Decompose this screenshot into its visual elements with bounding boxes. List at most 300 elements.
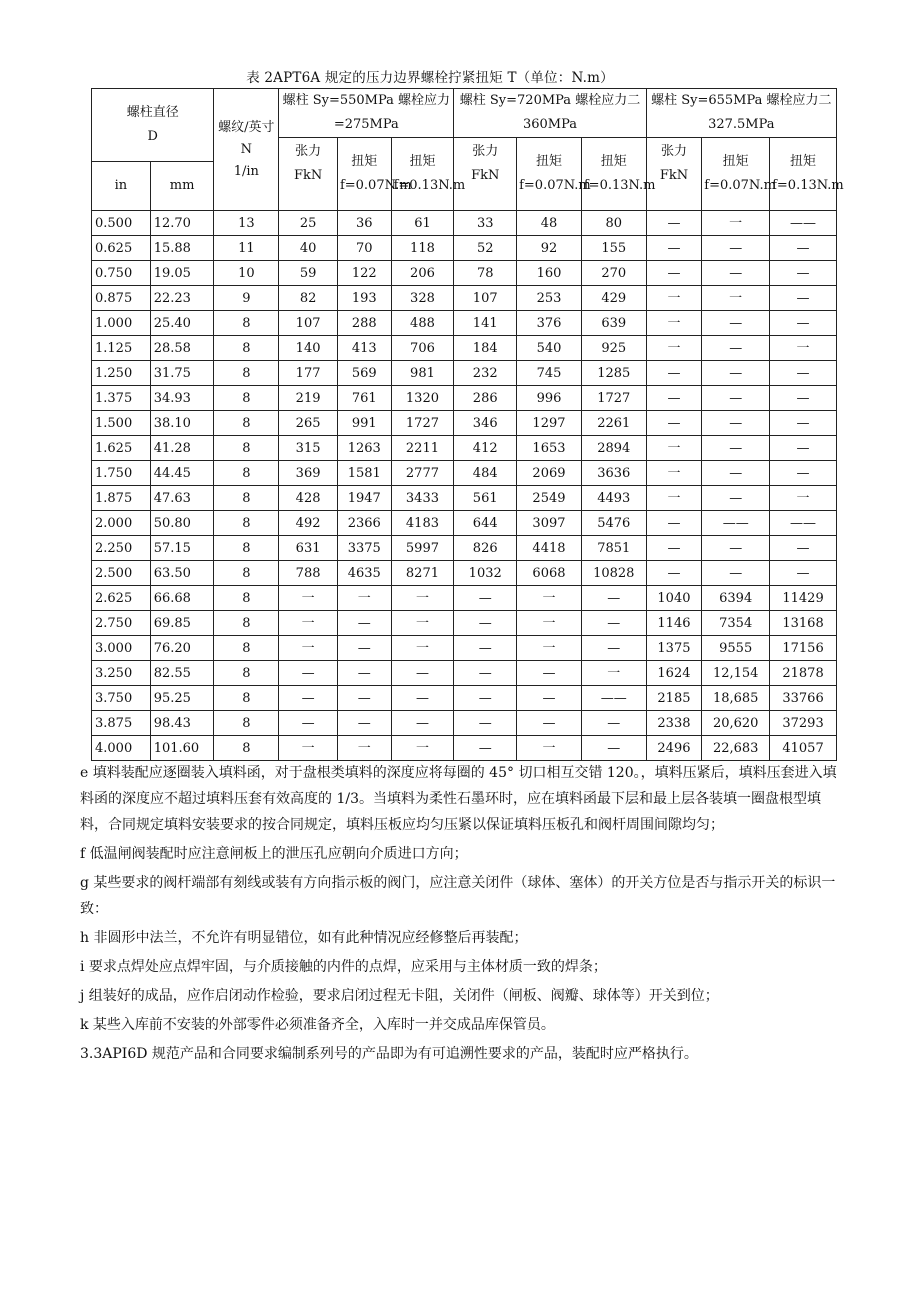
cell-g1-tension: 59 — [279, 261, 338, 286]
cell-g1-tension: 492 — [279, 511, 338, 536]
cell-g2-torque-013: 155 — [581, 236, 646, 261]
table-row — [92, 686, 837, 711]
cell-g2-tension: 346 — [454, 411, 517, 436]
cell-g2-torque-007: 1297 — [517, 411, 582, 436]
cell-g3-tension: 一 — [646, 486, 702, 511]
cell-mm: 76.20 — [150, 636, 214, 661]
cell-g1-tension: 631 — [279, 536, 338, 561]
cell-g1-tension: — — [279, 686, 338, 711]
cell-g1-torque-007: — — [337, 661, 391, 686]
cell-g1-torque-013: 328 — [391, 286, 454, 311]
cell-g1-torque-013: 206 — [391, 261, 454, 286]
cell-g3-torque-013: — — [770, 386, 837, 411]
paragraph: i 要求点焊处应点焊牢固，与介质接触的内件的点焊，应采用与主体材质一致的焊条； — [80, 959, 607, 975]
cell-g1-tension: 107 — [279, 311, 338, 336]
cell-g1-torque-007: — — [337, 636, 391, 661]
cell-in: 4.000 — [92, 736, 151, 761]
table-row — [92, 561, 837, 586]
cell-g1-torque-007: 3375 — [337, 536, 391, 561]
cell-in: 1.500 — [92, 411, 151, 436]
paragraph: e 填料装配应逐圈装入填料函，对于盘根类填料的深度应将每圈的 45° 切口相互交错 120。，填料压紧后，填料压套进入填料函的深度应不超过填料压套有效高度的 1/3。当填料为柔性石墨环时，应在填料函最下层和最上层各装填一圈盘根型填料，合同规定填料安装要求的按合同规定，填料压板应均匀压紧以保证填料压板孔和阀杆周围间隙均匀； — [80, 765, 837, 833]
cell-g1-torque-007: 569 — [337, 361, 391, 386]
header-thread-unit: 1/in — [233, 163, 259, 179]
header-g1-tension: 张力 FkN — [279, 138, 338, 211]
cell-thread: 8 — [214, 736, 279, 761]
cell-g1-tension: 82 — [279, 286, 338, 311]
cell-g1-torque-007: 1581 — [337, 461, 391, 486]
cell-g2-torque-013: 5476 — [581, 511, 646, 536]
cell-thread: 11 — [214, 236, 279, 261]
cell-in: 2.000 — [92, 511, 151, 536]
cell-g1-torque-013: 706 — [391, 336, 454, 361]
table-row — [92, 611, 837, 636]
cell-g3-torque-013: — — [770, 436, 837, 461]
header-g1-torque-013: 扭矩f=0.13N.m — [391, 138, 454, 211]
cell-thread: 8 — [214, 436, 279, 461]
cell-g2-tension: 286 — [454, 386, 517, 411]
cell-g2-tension: — — [454, 611, 517, 636]
table-row — [92, 461, 837, 486]
cell-thread: 8 — [214, 311, 279, 336]
cell-in: 2.500 — [92, 561, 151, 586]
cell-g3-torque-007: 9555 — [702, 636, 770, 661]
cell-mm: 95.25 — [150, 686, 214, 711]
cell-g1-torque-013: 488 — [391, 311, 454, 336]
cell-g3-torque-007: — — [702, 261, 770, 286]
cell-g3-tension: — — [646, 536, 702, 561]
table-row — [92, 636, 837, 661]
cell-g3-torque-013: 37293 — [770, 711, 837, 736]
cell-g1-tension: 一 — [279, 736, 338, 761]
cell-g3-torque-007: 一 — [702, 286, 770, 311]
cell-g2-torque-013: 7851 — [581, 536, 646, 561]
cell-g2-torque-007: 一 — [517, 611, 582, 636]
cell-in: 2.625 — [92, 586, 151, 611]
cell-g1-torque-013: 118 — [391, 236, 454, 261]
cell-g2-torque-007: 6068 — [517, 561, 582, 586]
cell-in: 3.250 — [92, 661, 151, 686]
cell-g2-torque-013: 10828 — [581, 561, 646, 586]
cell-g1-torque-013: — — [391, 661, 454, 686]
cell-in: 1.125 — [92, 336, 151, 361]
cell-g2-tension: — — [454, 686, 517, 711]
cell-g1-torque-007: 193 — [337, 286, 391, 311]
table-row — [92, 411, 837, 436]
header-thread — [214, 89, 279, 211]
cell-thread: 8 — [214, 561, 279, 586]
cell-g2-torque-007: — — [517, 661, 582, 686]
table-row — [92, 711, 837, 736]
cell-g2-torque-007: — — [517, 711, 582, 736]
cell-g1-torque-007: 1947 — [337, 486, 391, 511]
cell-thread: 8 — [214, 336, 279, 361]
cell-in: 3.000 — [92, 636, 151, 661]
cell-g3-tension: 1624 — [646, 661, 702, 686]
header-row-1 — [92, 89, 837, 138]
cell-g1-torque-013: — — [391, 686, 454, 711]
cell-g3-torque-013: — — [770, 536, 837, 561]
cell-thread: 8 — [214, 386, 279, 411]
cell-g1-torque-007: — — [337, 711, 391, 736]
cell-g2-tension: 826 — [454, 536, 517, 561]
cell-g2-torque-013: 925 — [581, 336, 646, 361]
cell-in: 1.750 — [92, 461, 151, 486]
cell-g2-torque-007: 92 — [517, 236, 582, 261]
cell-g3-torque-007: — — [702, 461, 770, 486]
cell-mm: 15.88 — [150, 236, 214, 261]
cell-thread: 8 — [214, 361, 279, 386]
cell-g2-torque-013: — — [581, 736, 646, 761]
cell-mm: 12.70 — [150, 211, 214, 236]
cell-g3-torque-007: — — [702, 561, 770, 586]
cell-g2-torque-013: 一 — [581, 661, 646, 686]
cell-g1-torque-007: — — [337, 686, 391, 711]
table-row — [92, 511, 837, 536]
cell-g3-torque-007: — — [702, 361, 770, 386]
cell-g1-torque-007: 1263 — [337, 436, 391, 461]
table-row — [92, 236, 837, 261]
cell-thread: 8 — [214, 611, 279, 636]
cell-in: 0.500 — [92, 211, 151, 236]
cell-g1-torque-007: 761 — [337, 386, 391, 411]
cell-thread: 8 — [214, 686, 279, 711]
table-row — [92, 286, 837, 311]
cell-g1-torque-013: 一 — [391, 636, 454, 661]
cell-mm: 31.75 — [150, 361, 214, 386]
cell-thread: 9 — [214, 286, 279, 311]
cell-in: 1.875 — [92, 486, 151, 511]
cell-thread: 8 — [214, 661, 279, 686]
cell-mm: 101.60 — [150, 736, 214, 761]
cell-in: 0.750 — [92, 261, 151, 286]
cell-thread: 8 — [214, 511, 279, 536]
cell-g3-tension: — — [646, 236, 702, 261]
cell-g2-torque-007: 3097 — [517, 511, 582, 536]
cell-g1-tension: 788 — [279, 561, 338, 586]
cell-g3-torque-007: — — [702, 536, 770, 561]
header-g3-tension: 张力FkN — [646, 138, 702, 211]
cell-g3-tension: — — [646, 386, 702, 411]
cell-g3-torque-013: 13168 — [770, 611, 837, 636]
cell-g3-torque-013: —— — [770, 211, 837, 236]
cell-g1-torque-013: 3433 — [391, 486, 454, 511]
cell-g1-torque-007: 36 — [337, 211, 391, 236]
cell-g3-tension: — — [646, 511, 702, 536]
cell-g3-torque-007: — — [702, 311, 770, 336]
cell-g3-torque-007: — — [702, 486, 770, 511]
table-row — [92, 361, 837, 386]
cell-g3-torque-013: — — [770, 286, 837, 311]
cell-g1-torque-007: 288 — [337, 311, 391, 336]
cell-g3-tension: 1146 — [646, 611, 702, 636]
cell-in: 0.875 — [92, 286, 151, 311]
cell-g2-torque-013: 80 — [581, 211, 646, 236]
cell-g3-tension: 一 — [646, 461, 702, 486]
cell-mm: 98.43 — [150, 711, 214, 736]
paragraph: 3.3API6D 规范产品和合同要求编制系列号的产品即为有可追溯性要求的产品，装配时应严格执行。 — [80, 1046, 698, 1062]
cell-thread: 8 — [214, 711, 279, 736]
cell-g1-tension: 428 — [279, 486, 338, 511]
cell-g1-torque-007: 413 — [337, 336, 391, 361]
cell-g2-torque-013: —— — [581, 686, 646, 711]
cell-g1-tension: 一 — [279, 611, 338, 636]
cell-mm: 63.50 — [150, 561, 214, 586]
cell-mm: 34.93 — [150, 386, 214, 411]
cell-g1-tension: 219 — [279, 386, 338, 411]
header-diameter-symbol: D — [147, 129, 158, 144]
cell-g3-torque-007: — — [702, 411, 770, 436]
cell-g1-tension: 一 — [279, 636, 338, 661]
cell-g3-torque-007: 6394 — [702, 586, 770, 611]
paragraph: k 某些入库前不安装的外部零件必须准备齐全，入库时一并交成品库保管员。 — [80, 1017, 555, 1033]
header-diameter — [92, 89, 214, 162]
cell-mm: 22.23 — [150, 286, 214, 311]
cell-g3-torque-013: 41057 — [770, 736, 837, 761]
cell-g1-torque-013: — — [391, 711, 454, 736]
cell-g2-tension: 484 — [454, 461, 517, 486]
table-row — [92, 336, 837, 361]
cell-g1-torque-013: 一 — [391, 736, 454, 761]
cell-g1-torque-007: 122 — [337, 261, 391, 286]
cell-g2-torque-007: 1653 — [517, 436, 582, 461]
cell-thread: 8 — [214, 411, 279, 436]
cell-g3-torque-013: — — [770, 236, 837, 261]
cell-g2-torque-007: 4418 — [517, 536, 582, 561]
cell-g1-tension: 一 — [279, 586, 338, 611]
cell-g1-torque-013: 2211 — [391, 436, 454, 461]
cell-g3-tension: — — [646, 411, 702, 436]
cell-g3-torque-013: — — [770, 261, 837, 286]
table-row — [92, 211, 837, 236]
cell-g2-torque-007: 160 — [517, 261, 582, 286]
cell-g3-torque-007: — — [702, 386, 770, 411]
cell-g2-torque-013: — — [581, 586, 646, 611]
cell-g3-torque-013: 一 — [770, 486, 837, 511]
cell-thread: 13 — [214, 211, 279, 236]
cell-g1-torque-007: — — [337, 611, 391, 636]
cell-g3-tension: 2496 — [646, 736, 702, 761]
cell-g2-tension: — — [454, 586, 517, 611]
cell-g1-tension: — — [279, 661, 338, 686]
cell-g2-tension: 561 — [454, 486, 517, 511]
header-g2-torque-013: 扭矩f=0.13N.m — [581, 138, 646, 211]
header-thread-symbol: N — [240, 141, 253, 157]
header-group-720: 螺柱 Sy=720MPa 螺栓应力二360MPa — [454, 89, 646, 138]
cell-g2-torque-013: 270 — [581, 261, 646, 286]
table-row — [92, 586, 837, 611]
header-g3-torque-007: 扭矩f=0.07N.m — [702, 138, 770, 211]
table-body — [92, 211, 837, 761]
cell-g2-tension: 412 — [454, 436, 517, 461]
cell-g2-torque-007: 一 — [517, 586, 582, 611]
cell-g2-torque-007: 745 — [517, 361, 582, 386]
cell-g2-torque-007: 一 — [517, 636, 582, 661]
cell-g2-torque-013: — — [581, 636, 646, 661]
cell-g2-tension: 232 — [454, 361, 517, 386]
cell-g3-torque-013: — — [770, 561, 837, 586]
cell-g3-torque-007: 一 — [702, 211, 770, 236]
cell-thread: 8 — [214, 461, 279, 486]
cell-thread: 8 — [214, 636, 279, 661]
cell-g3-torque-007: 12,154 — [702, 661, 770, 686]
cell-g2-tension: — — [454, 711, 517, 736]
cell-in: 0.625 — [92, 236, 151, 261]
cell-g1-tension: — — [279, 711, 338, 736]
cell-g1-torque-007: 一 — [337, 736, 391, 761]
table-row — [92, 261, 837, 286]
cell-g2-tension: — — [454, 661, 517, 686]
table-row — [92, 311, 837, 336]
cell-mm: 69.85 — [150, 611, 214, 636]
header-thread-label: 螺纹/英寸 — [218, 119, 275, 135]
cell-in: 2.750 — [92, 611, 151, 636]
cell-g2-torque-007: 一 — [517, 736, 582, 761]
cell-g1-torque-013: 981 — [391, 361, 454, 386]
cell-mm: 57.15 — [150, 536, 214, 561]
cell-g2-torque-007: 253 — [517, 286, 582, 311]
cell-g1-torque-007: 4635 — [337, 561, 391, 586]
cell-g2-torque-007: 2069 — [517, 461, 582, 486]
paragraph: j 组装好的成品，应作启闭动作检验，要求启闭过程无卡阻，关闭件（闸板、阀瓣、球体等）开关到位； — [80, 988, 719, 1004]
cell-g1-torque-013: 一 — [391, 611, 454, 636]
cell-g3-tension: — — [646, 211, 702, 236]
header-diameter-label: 螺柱直径 — [126, 105, 179, 120]
cell-g2-tension: 78 — [454, 261, 517, 286]
table-row — [92, 736, 837, 761]
cell-mm: 19.05 — [150, 261, 214, 286]
cell-g1-torque-013: 8271 — [391, 561, 454, 586]
cell-g3-torque-013: — — [770, 361, 837, 386]
cell-g2-tension: 1032 — [454, 561, 517, 586]
header-group-655: 螺柱 Sy=655MPa 螺栓应力二327.5MPa — [646, 89, 836, 138]
cell-g3-torque-013: — — [770, 311, 837, 336]
cell-g3-tension: — — [646, 261, 702, 286]
cell-g2-torque-007: 376 — [517, 311, 582, 336]
cell-g1-torque-013: 一 — [391, 586, 454, 611]
cell-g2-tension: — — [454, 636, 517, 661]
cell-g2-tension: 141 — [454, 311, 517, 336]
cell-g2-torque-013: 1727 — [581, 386, 646, 411]
cell-g1-torque-007: 一 — [337, 586, 391, 611]
cell-mm: 25.40 — [150, 311, 214, 336]
table-row — [92, 486, 837, 511]
cell-in: 1.000 — [92, 311, 151, 336]
cell-g3-tension: — — [646, 561, 702, 586]
cell-g2-torque-013: — — [581, 611, 646, 636]
cell-thread: 8 — [214, 486, 279, 511]
paragraph: f 低温闸阀装配时应注意闸板上的泄压孔应朝向介质进口方向； — [80, 846, 468, 862]
cell-g1-torque-013: 1320 — [391, 386, 454, 411]
cell-g1-tension: 315 — [279, 436, 338, 461]
cell-g2-torque-013: 639 — [581, 311, 646, 336]
cell-g2-torque-013: 429 — [581, 286, 646, 311]
bolt-torque-table — [91, 88, 844, 761]
header-g3-torque-013: 扭矩f=0.13N.m — [770, 138, 837, 211]
table-caption: 表 2APT6A 规定的压力边界螺栓拧紧扭矩 T（单位：N.m） — [246, 70, 614, 86]
cell-g1-torque-007: 2366 — [337, 511, 391, 536]
cell-g2-tension: 644 — [454, 511, 517, 536]
cell-g2-torque-007: 2549 — [517, 486, 582, 511]
cell-g3-torque-007: — — [702, 436, 770, 461]
cell-g1-torque-013: 61 — [391, 211, 454, 236]
cell-g2-tension: 33 — [454, 211, 517, 236]
cell-g3-tension: 2185 — [646, 686, 702, 711]
header-g2-torque-007: 扭矩f=0.07N.m — [517, 138, 582, 211]
cell-g1-tension: 177 — [279, 361, 338, 386]
cell-mm: 82.55 — [150, 661, 214, 686]
header-in: in — [92, 162, 151, 211]
cell-thread: 8 — [214, 586, 279, 611]
cell-g3-tension: 1375 — [646, 636, 702, 661]
cell-mm: 41.28 — [150, 436, 214, 461]
table-row — [92, 386, 837, 411]
header-g1-torque-007: 扭矩f=0.07N.m — [337, 138, 391, 211]
cell-g2-torque-013: 2261 — [581, 411, 646, 436]
paragraph: h 非圆形中法兰，不允许有明显错位，如有此种情况应经修整后再装配； — [80, 930, 528, 946]
cell-g3-tension: 1040 — [646, 586, 702, 611]
cell-g3-tension: 一 — [646, 436, 702, 461]
cell-g2-tension: 107 — [454, 286, 517, 311]
cell-mm: 38.10 — [150, 411, 214, 436]
cell-mm: 47.63 — [150, 486, 214, 511]
cell-g3-tension: 2338 — [646, 711, 702, 736]
cell-g3-torque-013: 21878 — [770, 661, 837, 686]
cell-g3-torque-013: — — [770, 411, 837, 436]
body-text — [80, 760, 840, 1070]
cell-g3-tension: 一 — [646, 286, 702, 311]
cell-g2-torque-007: — — [517, 686, 582, 711]
cell-g3-torque-013: 一 — [770, 336, 837, 361]
cell-g3-torque-013: — — [770, 461, 837, 486]
cell-in: 3.750 — [92, 686, 151, 711]
cell-in: 1.250 — [92, 361, 151, 386]
cell-mm: 66.68 — [150, 586, 214, 611]
cell-mm: 50.80 — [150, 511, 214, 536]
cell-g3-torque-007: 22,683 — [702, 736, 770, 761]
cell-g3-torque-007: 18,685 — [702, 686, 770, 711]
cell-g1-torque-013: 2777 — [391, 461, 454, 486]
cell-g3-torque-007: — — [702, 336, 770, 361]
cell-g2-torque-007: 996 — [517, 386, 582, 411]
cell-mm: 28.58 — [150, 336, 214, 361]
cell-g2-torque-013: 2894 — [581, 436, 646, 461]
cell-g1-tension: 369 — [279, 461, 338, 486]
cell-g2-torque-013: — — [581, 711, 646, 736]
cell-in: 3.875 — [92, 711, 151, 736]
cell-thread: 10 — [214, 261, 279, 286]
cell-g2-torque-007: 540 — [517, 336, 582, 361]
cell-g3-tension: 一 — [646, 336, 702, 361]
cell-g2-torque-007: 48 — [517, 211, 582, 236]
cell-g3-torque-013: 17156 — [770, 636, 837, 661]
cell-g1-torque-007: 70 — [337, 236, 391, 261]
cell-in: 1.625 — [92, 436, 151, 461]
cell-g1-tension: 25 — [279, 211, 338, 236]
cell-g3-torque-007: — — [702, 236, 770, 261]
cell-in: 1.375 — [92, 386, 151, 411]
cell-g2-tension: 52 — [454, 236, 517, 261]
cell-g3-torque-007: 7354 — [702, 611, 770, 636]
table-row — [92, 661, 837, 686]
cell-thread: 8 — [214, 536, 279, 561]
cell-g3-torque-007: 20,620 — [702, 711, 770, 736]
cell-g3-torque-013: 33766 — [770, 686, 837, 711]
cell-g1-torque-013: 1727 — [391, 411, 454, 436]
cell-g2-torque-013: 3636 — [581, 461, 646, 486]
header-group-550: 螺柱 Sy=550MPa 螺栓应力=275MPa — [279, 89, 454, 138]
paragraph: g 某些要求的阀杆端部有刻线或装有方向指示板的阀门，应注意关闭件（球体、塞体）的开关方位是否与指示开关的标识一致： — [80, 875, 836, 917]
cell-g2-torque-013: 1285 — [581, 361, 646, 386]
